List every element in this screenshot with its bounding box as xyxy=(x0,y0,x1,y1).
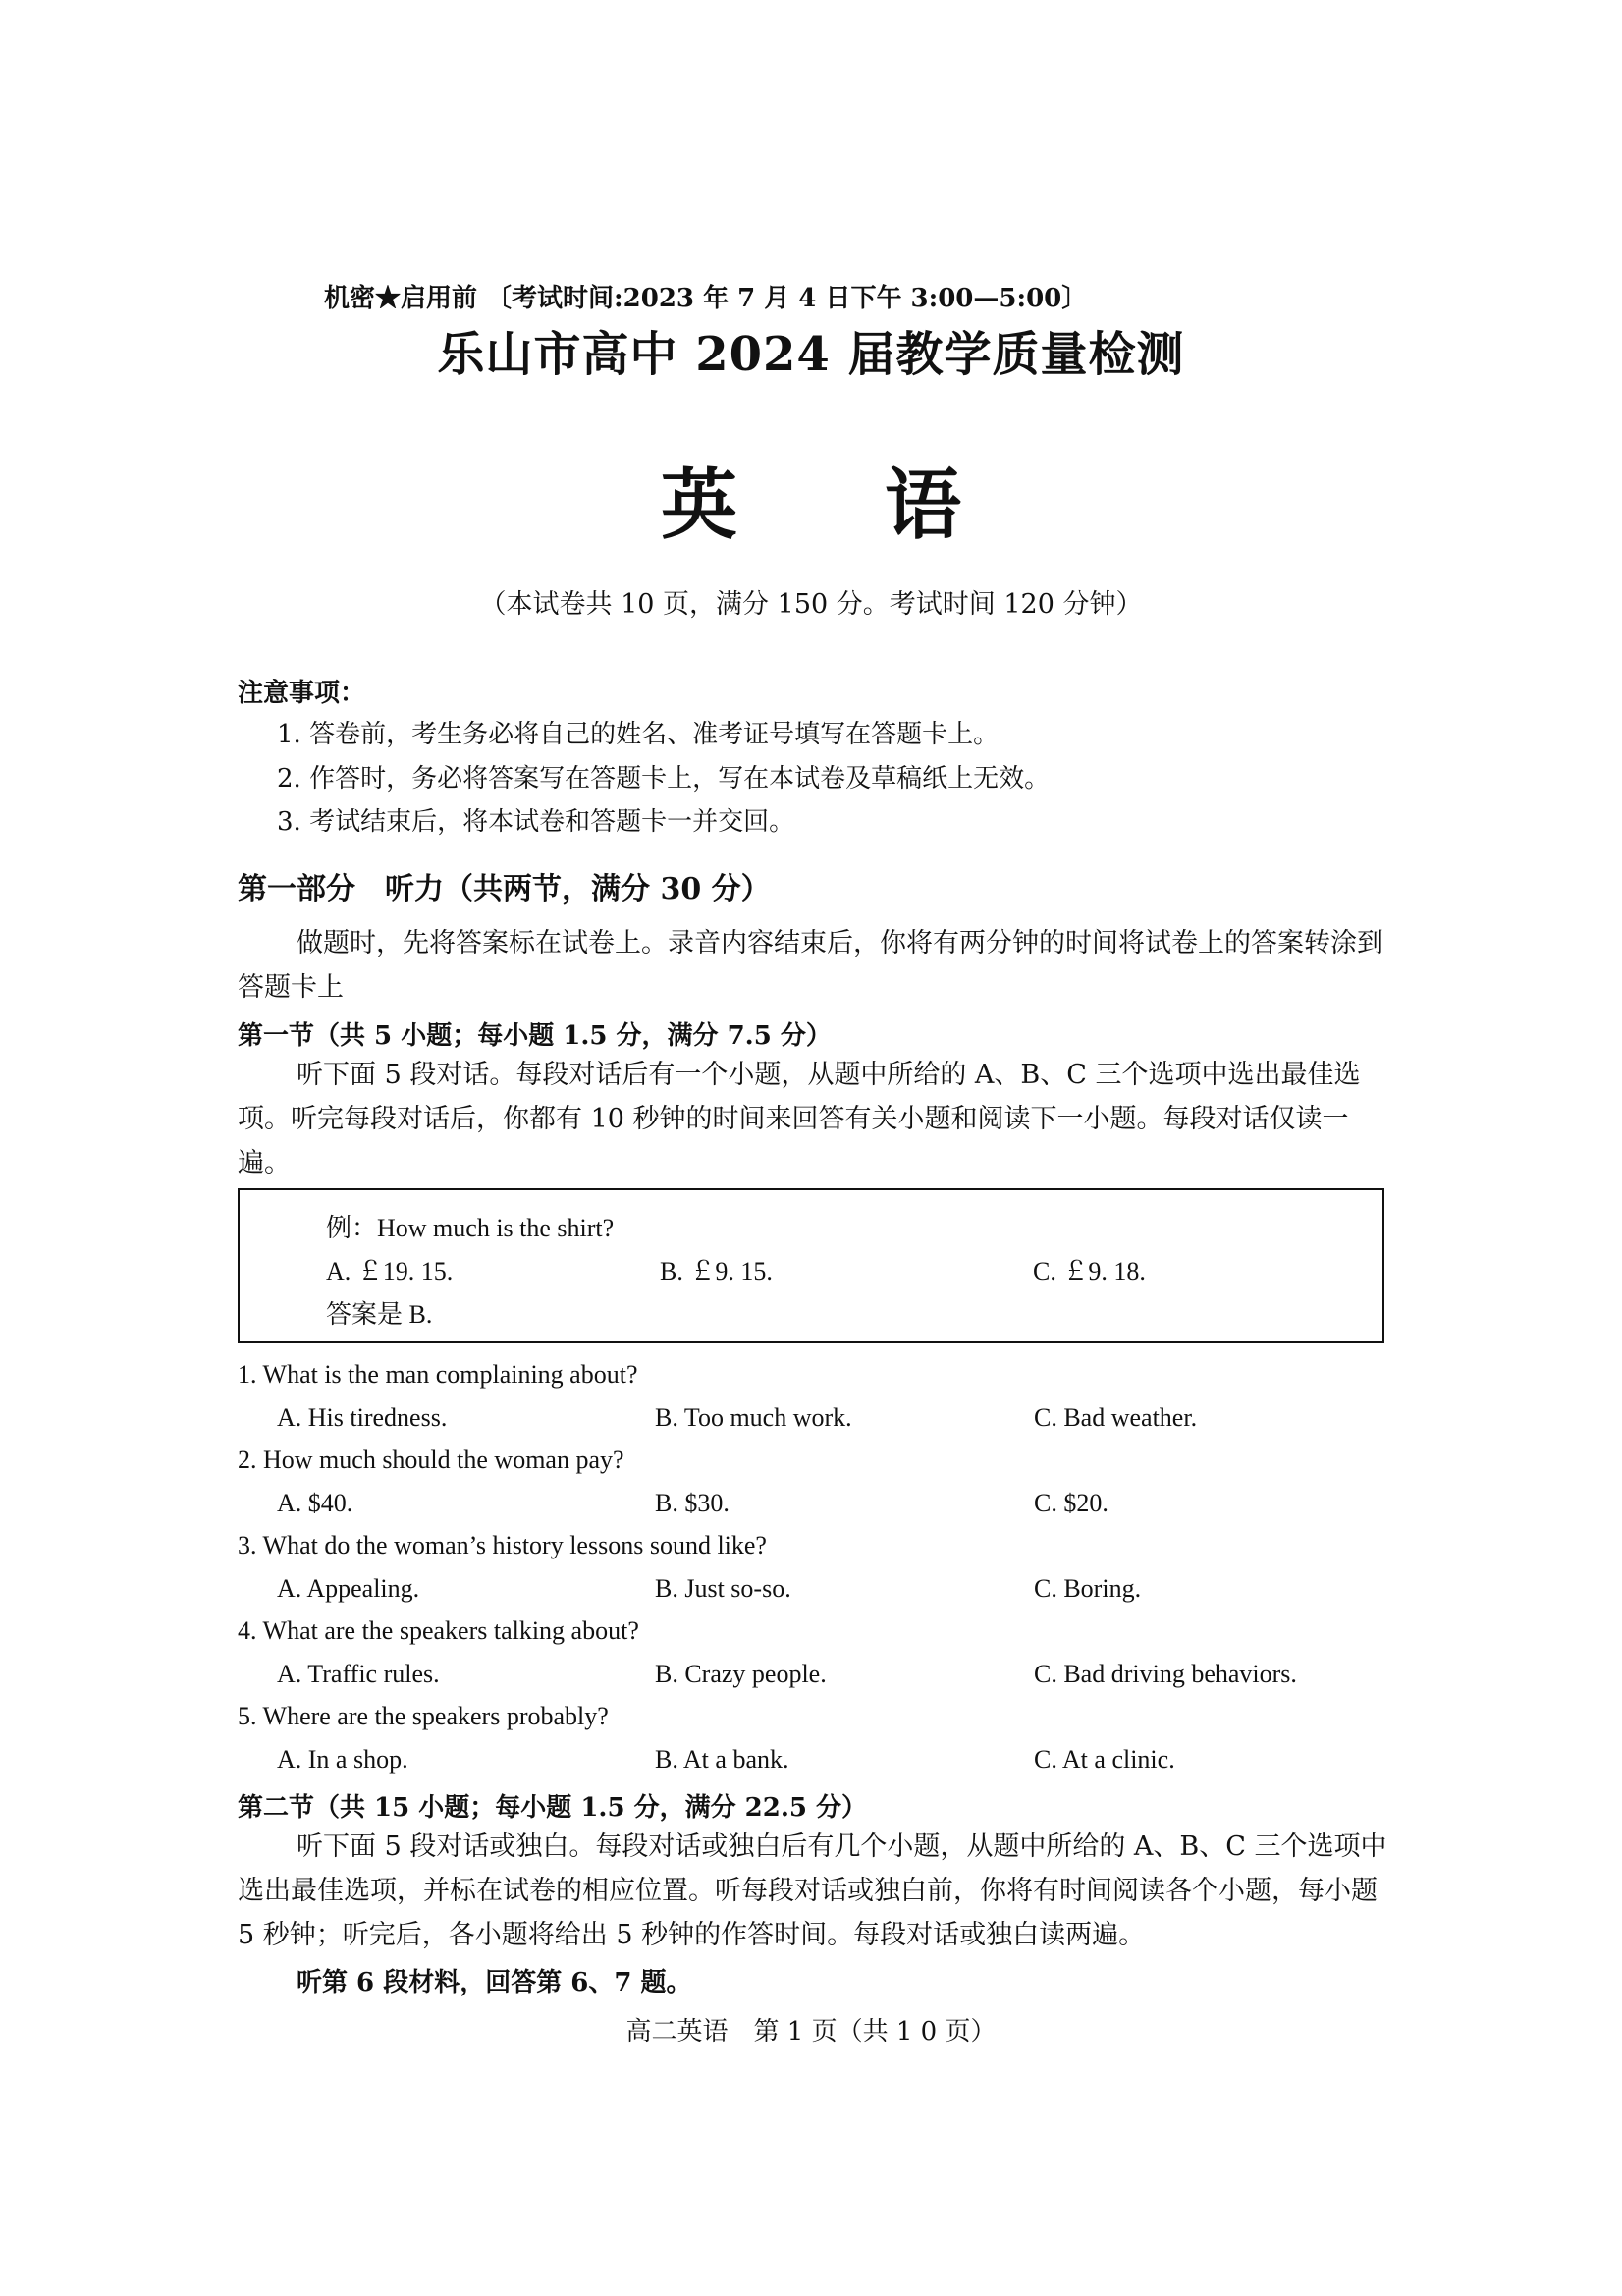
q3-option-b: B. Just so-so. xyxy=(655,1574,791,1603)
example-option-a: A. ￡19. 15. xyxy=(326,1257,454,1285)
question-3: 3. What do the woman’s history lessons sound like? xyxy=(238,1531,767,1559)
q2-option-c: C. $20. xyxy=(1034,1489,1108,1517)
section2-heading: 第二节（共 15 小题；每小题 1.5 分，满分 22.5 分） xyxy=(238,1793,868,1823)
q1-option-a: A. His tiredness. xyxy=(277,1403,448,1432)
question-5: 5. Where are the speakers probably? xyxy=(238,1702,609,1730)
notice-item: 3. 考试结束后，将本试卷和答题卡一并交回。 xyxy=(277,807,795,837)
example-option-b: B. ￡9. 15. xyxy=(660,1257,773,1285)
material-note: 听第 6 段材料，回答第 6、7 题。 xyxy=(297,1968,692,1997)
page-footer: 高二英语 第 1 页（共 1 0 页） xyxy=(625,2017,997,2047)
q3-option-c: C. Boring. xyxy=(1034,1574,1142,1603)
q1-option-c: C. Bad weather. xyxy=(1034,1403,1198,1432)
q5-option-a: A. In a shop. xyxy=(277,1745,408,1774)
exam-intro: （本试卷共 10 页，满分 150 分。考试时间 120 分钟） xyxy=(479,589,1143,620)
q5-option-c: C. At a clinic. xyxy=(1034,1745,1175,1774)
example-question: 例：How much is the shirt? xyxy=(326,1214,615,1242)
subject-title xyxy=(0,444,1622,554)
section2-instruction: 听下面 5 段对话或独白。每段对话或独白后有几个小题，从题中所给的 A、B、C 三个选项中选出最佳选项，并标在试卷的相应位置。听每段对话或独白前，你将有时间阅读各个小题，每小题 5 秒钟；听完后，各小题将给出 5 秒钟的作答时间。每段对话或独白读两遍。 xyxy=(238,1831,1387,1950)
q1-option-b: B. Too much work. xyxy=(655,1403,852,1432)
question-1: 1. What is the man complaining about? xyxy=(238,1360,638,1389)
subject-char-1: 英 xyxy=(660,461,737,550)
q2-option-a: A. $40. xyxy=(277,1489,353,1517)
notice-heading: 注意事项： xyxy=(238,679,366,708)
example-option-c: C. ￡9. 18. xyxy=(1033,1257,1146,1285)
exam-title: 乐山市高中 2024 届教学质量检测 xyxy=(437,327,1185,382)
question-2: 2. How much should the woman pay? xyxy=(238,1446,624,1474)
q4-option-b: B. Crazy people. xyxy=(655,1660,827,1688)
q4-option-a: A. Traffic rules. xyxy=(277,1660,440,1688)
question-4: 4. What are the speakers talking about? xyxy=(238,1616,639,1645)
notice-item: 2. 作答时，务必将答案写在答题卡上，写在本试卷及草稿纸上无效。 xyxy=(277,764,1051,793)
notice-item: 1. 答卷前，考生务必将自己的姓名、准考证号填写在答题卡上。 xyxy=(277,720,1000,749)
subject-char-2: 语 xyxy=(885,461,962,550)
example-box xyxy=(238,1188,1384,1343)
q2-option-b: B. $30. xyxy=(655,1489,730,1517)
example-answer: 答案是 B. xyxy=(326,1300,433,1329)
part1-instruction: 做题时，先将答案标在试卷上。录音内容结束后，你将有两分钟的时间将试卷上的答案转涂到答题卡上 xyxy=(238,928,1383,1003)
confidential-line: 机密★启用前 〔考试时间:2023 年 7 月 4 日下午 3:00—5:00〕 xyxy=(324,284,1088,313)
section1-instruction: 听下面 5 段对话。每段对话后有一个小题，从题中所给的 A、B、C 三个选项中选出最佳选项。听完每段对话后，你都有 10 秒钟的时间来回答有关小题和阅读下一小题。每段对话仅读一遍。 xyxy=(238,1060,1361,1178)
section1-heading: 第一节（共 5 小题；每小题 1.5 分，满分 7.5 分） xyxy=(238,1021,832,1051)
q3-option-a: A. Appealing. xyxy=(277,1574,420,1603)
q5-option-b: B. At a bank. xyxy=(655,1745,789,1774)
part1-heading: 第一部分 听力（共两节，满分 30 分） xyxy=(238,872,771,906)
q4-option-c: C. Bad driving behaviors. xyxy=(1034,1660,1297,1688)
